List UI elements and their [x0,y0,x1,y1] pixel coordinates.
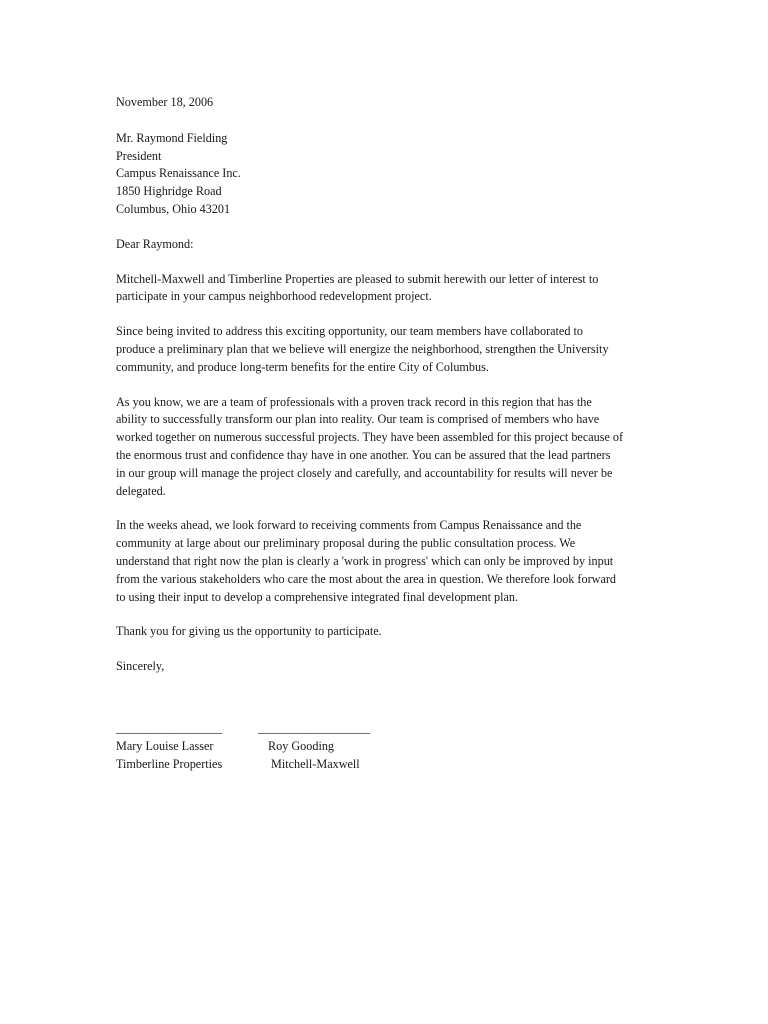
paragraph-line: In the weeks ahead, we look forward to receiving comments from Campus Renaissance and the [116,518,582,533]
paragraph-line: community at large about our preliminary proposal during the public consultation process. We [116,536,576,551]
signatory-name: Roy Gooding [268,738,335,753]
recipient-address [116,130,646,219]
paragraph-next-steps [116,517,646,606]
paragraph-line: in our group will manage the project closely and carefully, and accountability for results will never be [116,465,613,480]
signature-line: __________________ [116,721,223,735]
paragraph-line: As you know, we are a team of professionals with a proven track record in this region that has the [116,394,592,409]
paragraph-line: to using their input to develop a comprehensive integrated final development plan. [116,589,519,604]
signatory-name: Mary Louise Lasser [116,738,214,753]
signatory-company: Timberline Properties [116,756,223,771]
paragraph-line: from the various stakeholders who care the most about the area in question. We therefore look forward [116,571,617,586]
paragraph-team [116,394,646,501]
paragraph-line: produce a preliminary plan that we believe will energize the neighborhood, strengthen the University [116,341,609,356]
paragraph-line: ability to successfully transform our plan into reality. Our team is comprised of members who have [116,412,600,427]
recipient-name: Mr. Raymond Fielding [116,130,228,145]
salutation: Dear Raymond: [116,236,194,251]
letter-body [116,94,646,676]
paragraph-thanks [116,623,646,641]
paragraph-line: community, and produce long-term benefits for the entire City of Columbus. [116,359,489,374]
recipient-title: President [116,148,162,163]
closing: Sincerely, [116,659,165,674]
signatory-right [258,720,370,773]
letter-date: November 18, 2006 [116,95,214,109]
paragraph-line: understand that right now the plan is clearly a 'work in progress' which can only be improved by input [116,553,614,568]
paragraph-line: Thank you for giving us the opportunity to participate. [116,624,382,639]
paragraph-line: participate in your campus neighborhood redevelopment project. [116,289,432,304]
recipient-street: 1850 Highridge Road [116,184,222,199]
paragraph-line: Mitchell-Maxwell and Timberline Properties are pleased to submit herewith our letter of interest to [116,271,599,286]
paragraph-intro [116,271,646,307]
recipient-city: Columbus, Ohio 43201 [116,201,231,216]
signatory-company: Mitchell-Maxwell [271,756,360,771]
signatory-left [116,720,222,773]
paragraph-line: the enormous trust and confidence thay have in one another. You can be assured that the lead partners [116,447,611,462]
paragraph-line: delegated. [116,483,166,498]
paragraph-opportunity [116,323,646,376]
paragraph-line: Since being invited to address this exciting opportunity, our team members have collaborated to [116,324,583,339]
signature-line: ___________________ [258,721,370,735]
paragraph-line: worked together on numerous successful projects. They have been assembled for this project because of [116,430,624,445]
recipient-company: Campus Renaissance Inc. [116,166,241,181]
